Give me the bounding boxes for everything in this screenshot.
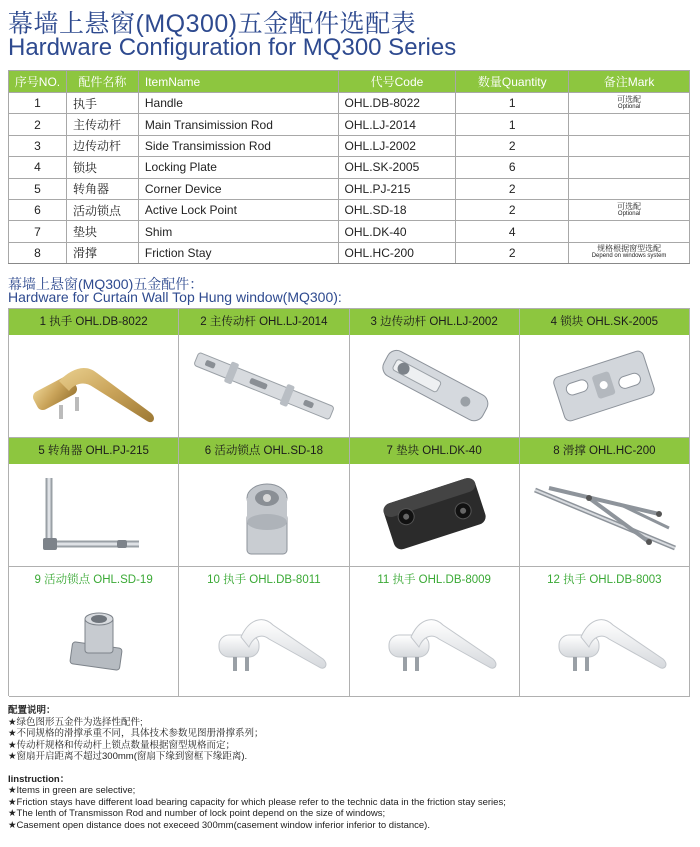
header-name-cn: 配件名称 <box>66 71 138 93</box>
part-card <box>9 309 179 438</box>
cell-remark <box>569 178 690 199</box>
table-row <box>9 157 690 178</box>
cell-name-en: Corner Device <box>138 178 338 199</box>
cell-name-en: Handle <box>138 93 338 114</box>
part-caption: 9 活动锁点 OHL.SD-19 <box>9 567 178 593</box>
cell-code: OHL.DB-8022 <box>338 93 456 114</box>
notes-line-cn: ★传动杆规格和传动杆上锁点数量根据窗型规格而定； <box>8 739 236 751</box>
cell-code: OHL.DK-40 <box>338 221 456 242</box>
cell-no: 3 <box>9 135 67 156</box>
notes-line-cn: ★不同规格的滑撑承重不同，具体技术参数见图册滑撑系列； <box>8 728 264 739</box>
cell-name-cn: 垫块 <box>66 221 138 242</box>
cell-no: 4 <box>9 157 67 178</box>
part-card <box>9 567 179 697</box>
table-row <box>9 114 690 135</box>
notes-heading-en: Iinstruction： <box>8 773 70 785</box>
notes-line-cn: ★窗扇开启距离不超过300mm(窗扇下缘到窗框下缘距离). <box>8 751 248 762</box>
notes-heading-cn: 配置说明： <box>8 705 56 716</box>
white-handle-icon <box>350 593 519 696</box>
cell-name-en: Locking Plate <box>138 157 338 178</box>
part-card <box>179 567 349 697</box>
cell-name-cn: 主传动杆 <box>66 114 138 135</box>
header-remark: 备注Mark <box>569 71 690 93</box>
notes-line-en: ★Items in green are selective; <box>8 785 136 796</box>
cell-quantity: 6 <box>456 157 569 178</box>
cell-name-cn: 转角器 <box>66 178 138 199</box>
cell-quantity: 1 <box>456 93 569 114</box>
cell-code: OHL.LJ-2002 <box>338 135 456 156</box>
table-row <box>9 199 690 220</box>
header-quantity: 数量Quantity <box>456 71 569 93</box>
remark-cn: 可选配 <box>617 94 642 104</box>
cell-name-cn: 锁块 <box>66 157 138 178</box>
cell-no: 7 <box>9 221 67 242</box>
table-row <box>9 242 690 263</box>
table-row <box>9 178 690 199</box>
part-card <box>520 438 690 567</box>
table-header-row <box>9 71 690 93</box>
section-title-en: Hardware for Curtain Wall Top Hung window(MQ300): <box>8 289 342 305</box>
page-title-en: Hardware Configuration for MQ300 Series <box>8 34 457 61</box>
shim-icon <box>350 464 519 566</box>
part-caption: 10 执手 OHL.DB-8011 <box>179 567 348 593</box>
remark-en: Optional <box>617 103 641 110</box>
cell-name-cn: 边传动杆 <box>66 135 138 156</box>
gold-handle-icon <box>9 335 178 437</box>
part-card <box>520 309 690 438</box>
table-row <box>9 135 690 156</box>
header-no: 序号NO. <box>9 71 67 93</box>
lock-point-small-icon <box>9 593 178 696</box>
cell-name-en: Friction Stay <box>138 242 338 263</box>
header-name-en: ItemName <box>138 71 338 93</box>
remark-en: Optional <box>617 210 641 217</box>
part-card <box>179 309 349 438</box>
cell-name-cn: 滑撑 <box>66 242 138 263</box>
cell-quantity: 4 <box>456 221 569 242</box>
cell-no: 6 <box>9 199 67 220</box>
part-caption: 4 锁块 OHL.SK-2005 <box>520 309 689 335</box>
part-caption: 2 主传动杆 OHL.LJ-2014 <box>179 309 348 335</box>
cell-name-en: Shim <box>138 221 338 242</box>
cell-remark <box>569 199 690 220</box>
part-card <box>350 438 520 567</box>
cell-no: 1 <box>9 93 67 114</box>
cell-quantity: 2 <box>456 242 569 263</box>
part-caption: 11 执手 OHL.DB-8009 <box>350 567 519 593</box>
cell-name-en: Main Transimission Rod <box>138 114 338 135</box>
cell-code: OHL.PJ-215 <box>338 178 456 199</box>
cell-name-en: Side Transimission Rod <box>138 135 338 156</box>
cell-quantity: 2 <box>456 199 569 220</box>
notes <box>8 705 506 831</box>
cell-remark <box>569 93 690 114</box>
remark-cn: 规格根据窗型选配 <box>597 244 662 254</box>
remark-cn: 可选配 <box>617 201 642 211</box>
notes-line-cn: ★绿色图形五金件为选择性配件; <box>8 716 143 728</box>
friction-stay-icon <box>520 464 689 566</box>
table-row <box>9 93 690 114</box>
cell-quantity: 1 <box>456 114 569 135</box>
cell-quantity: 2 <box>456 178 569 199</box>
cell-remark <box>569 157 690 178</box>
corner-device-icon <box>9 464 178 566</box>
cell-name-en: Active Lock Point <box>138 199 338 220</box>
lock-point-icon <box>179 464 348 566</box>
part-card <box>520 567 690 697</box>
part-caption: 5 转角器 OHL.PJ-215 <box>9 438 178 464</box>
part-card <box>179 438 349 567</box>
cell-no: 8 <box>9 242 67 263</box>
cell-remark <box>569 114 690 135</box>
header-code: 代号Code <box>338 71 456 93</box>
cell-no: 5 <box>9 178 67 199</box>
section-title-cn: 幕墙上悬窗(MQ300)五金配件： <box>8 276 204 292</box>
table-row <box>9 221 690 242</box>
part-card <box>350 309 520 438</box>
parts-grid <box>8 308 690 696</box>
notes-line-en: ★The lenth of Transmisson Rod and number of lock point depend on the size of windows; <box>8 808 386 819</box>
part-caption: 3 边传动杆 OHL.LJ-2002 <box>350 309 519 335</box>
part-card <box>350 567 520 697</box>
configuration-table <box>8 70 690 264</box>
locking-plate-icon <box>520 335 689 437</box>
cell-code: OHL.HC-200 <box>338 242 456 263</box>
cell-name-cn: 执手 <box>66 93 138 114</box>
white-handle-icon <box>520 593 689 696</box>
cell-name-cn: 活动锁点 <box>66 199 138 220</box>
cell-code: OHL.SK-2005 <box>338 157 456 178</box>
notes-line-en: ★Friction stays have different load bearing capacity for which please refer to the technic data in the friction stay series; <box>8 796 506 808</box>
cell-code: OHL.LJ-2014 <box>338 114 456 135</box>
notes-line-en: ★Casement open distance does not execeed 300mm(casement window inferior inferior to distance). <box>8 819 430 831</box>
part-caption: 7 垫块 OHL.DK-40 <box>350 438 519 464</box>
part-caption: 1 执手 OHL.DB-8022 <box>9 309 178 335</box>
cell-code: OHL.SD-18 <box>338 199 456 220</box>
main-rod-icon <box>179 335 348 437</box>
part-card <box>9 438 179 567</box>
part-caption: 8 滑撑 OHL.HC-200 <box>520 438 689 464</box>
remark-en: Depend on windows system <box>591 253 667 260</box>
cell-remark <box>569 221 690 242</box>
cell-quantity: 2 <box>456 135 569 156</box>
side-rod-icon <box>350 335 519 437</box>
part-caption: 6 活动锁点 OHL.SD-18 <box>179 438 348 464</box>
cell-no: 2 <box>9 114 67 135</box>
cell-remark <box>569 242 690 263</box>
page-title-cn: 幕墙上悬窗(MQ300)五金配件选配表 <box>8 10 417 38</box>
cell-remark <box>569 135 690 156</box>
white-handle-icon <box>179 593 348 696</box>
part-caption: 12 执手 OHL.DB-8003 <box>520 567 689 593</box>
